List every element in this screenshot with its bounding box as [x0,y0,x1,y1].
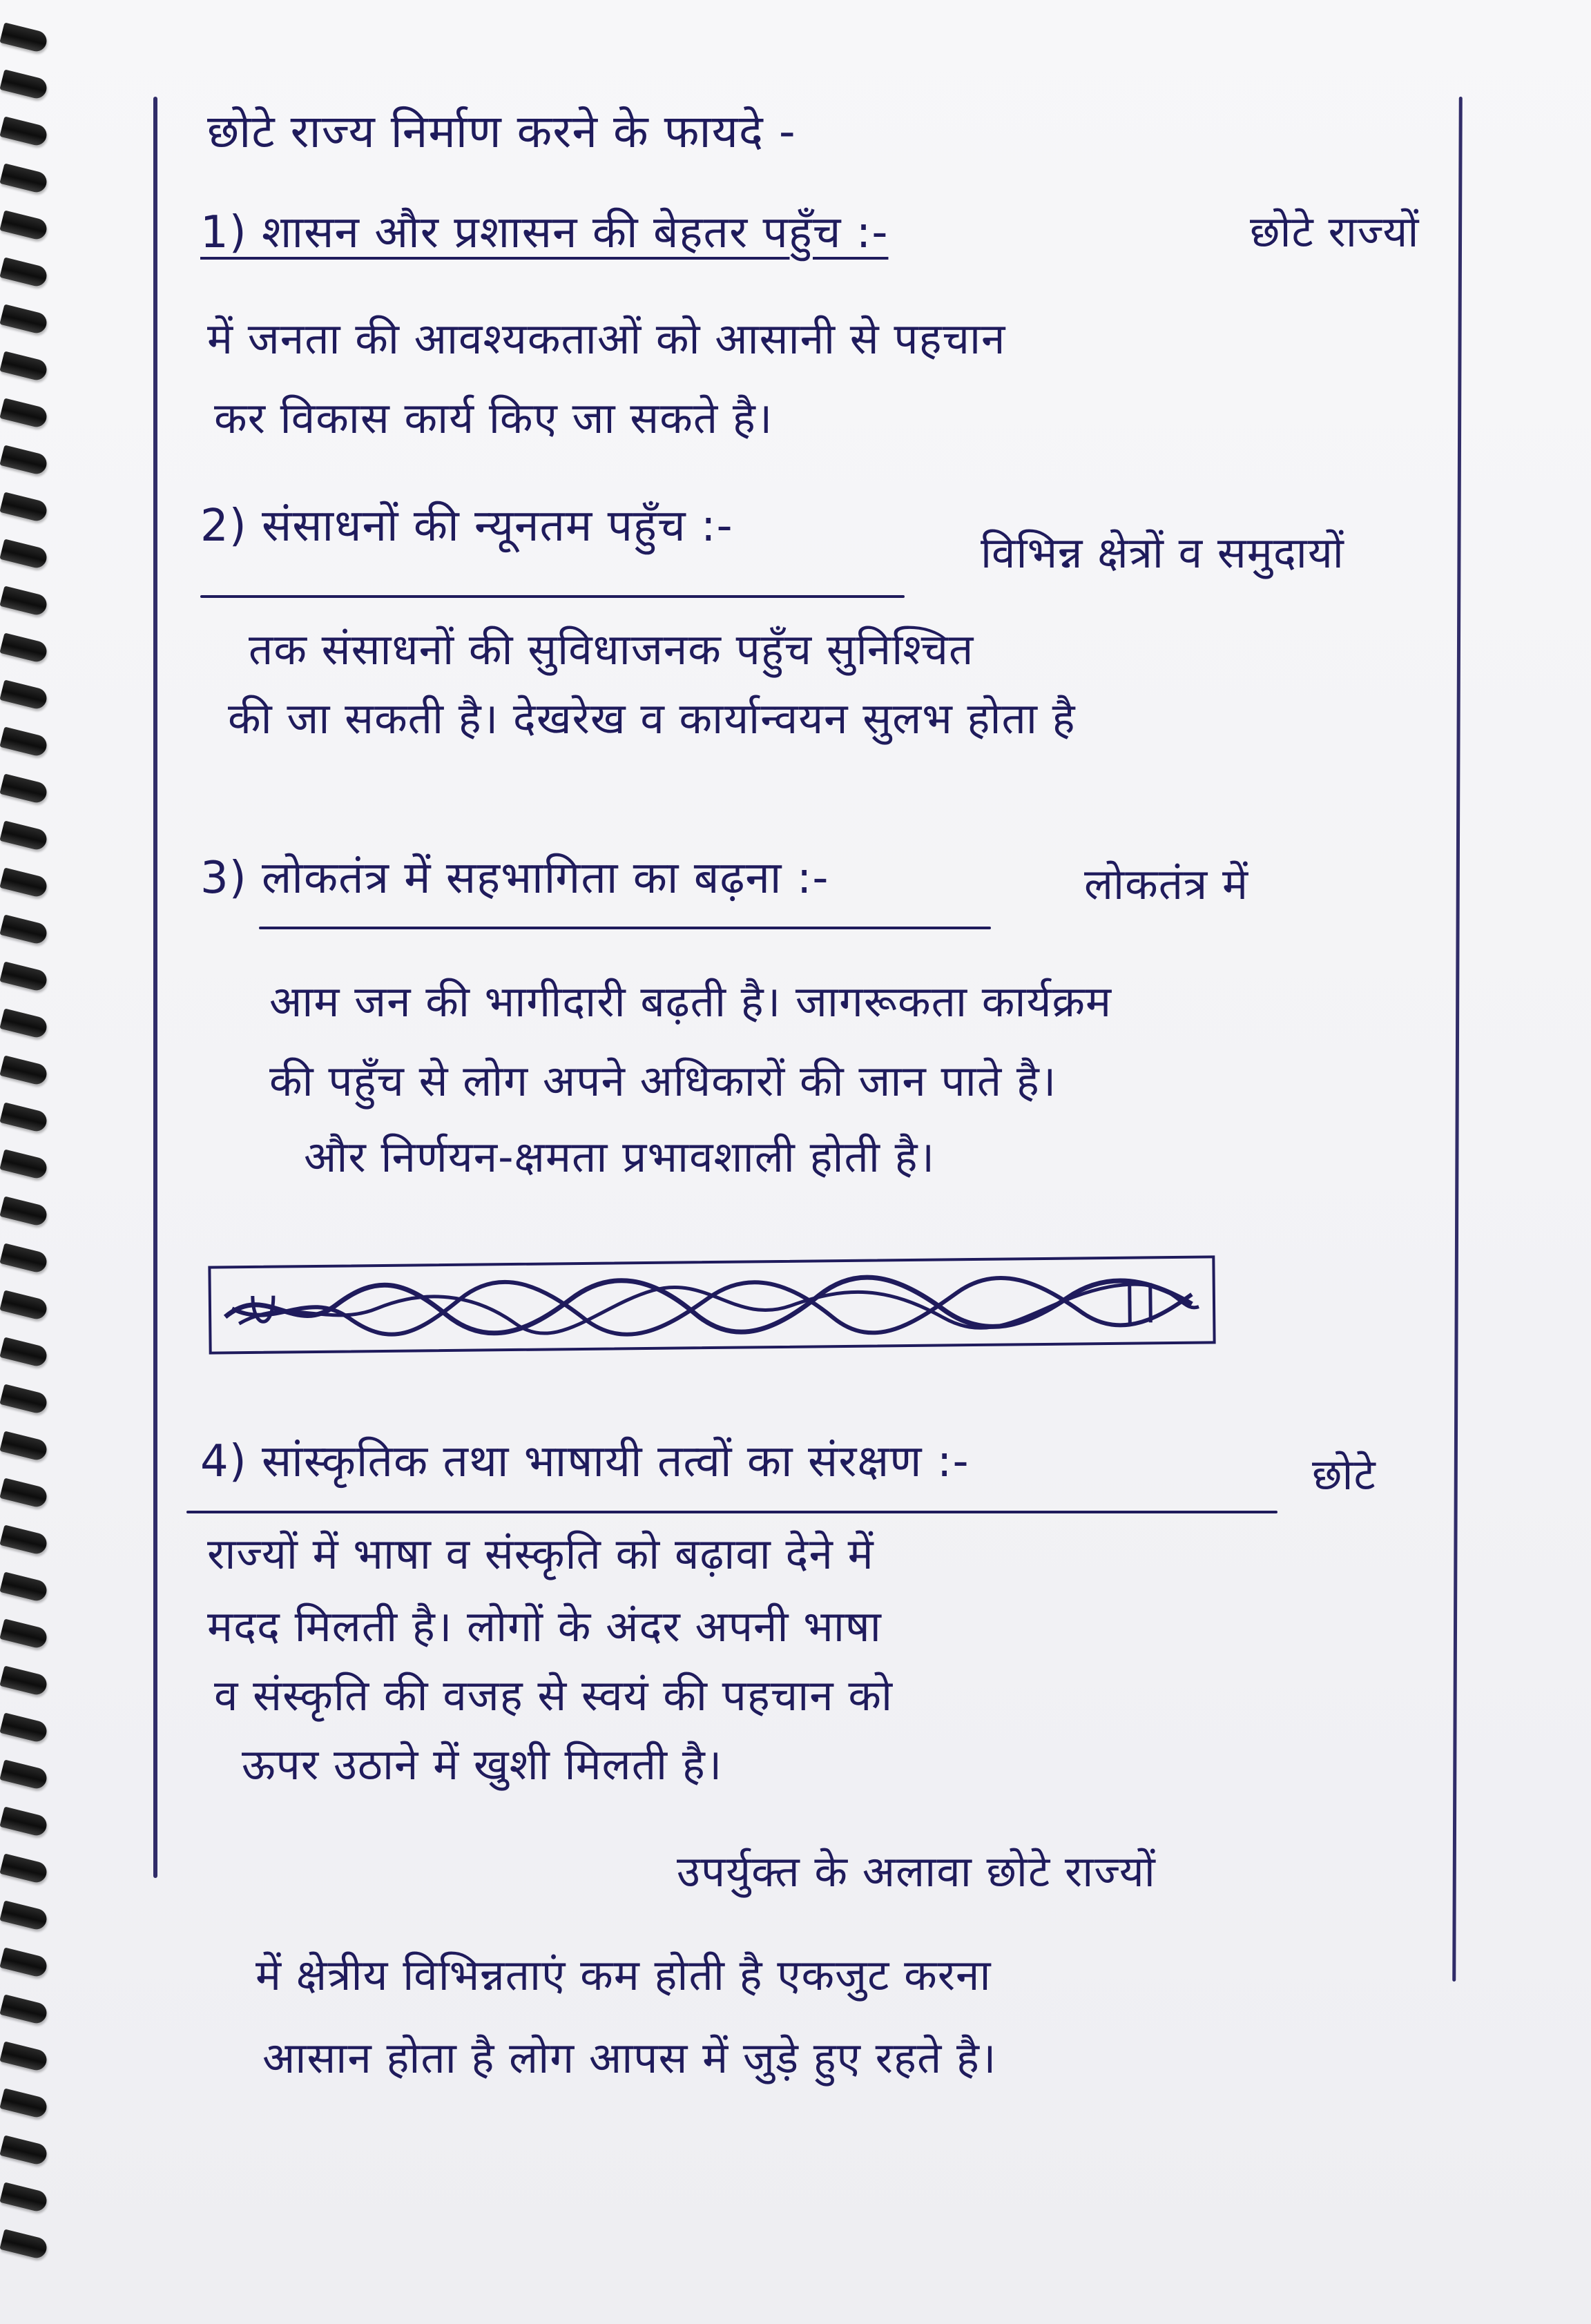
binding-ring [0,1712,49,1743]
binding-ring [0,1431,49,1462]
point-2-heading: 2) संसाधनों की न्यूनतम पहुँच :- [200,501,733,552]
binding-ring [0,867,49,898]
binding-ring [0,69,49,100]
binding-ring [0,1196,49,1227]
binding-ring [0,1243,49,1274]
binding-ring [0,1665,49,1696]
point-3-line-1: लोकतंत्र में [1084,859,1249,909]
point-3-heading: 3) लोकतंत्र में सहभागिता का बढ़ना :- [200,853,829,904]
binding-ring [0,1290,49,1321]
binding-ring [0,1478,49,1509]
binding-ring [0,1571,49,1602]
binding-ring [0,914,49,945]
binding-ring [0,210,49,241]
right-margin-line [1452,97,1463,1982]
binding-ring [0,398,49,429]
binding-ring [0,1384,49,1415]
point-2-line-2: तक संसाधनों की सुविधाजनक पहुँच सुनिश्चित [249,624,974,675]
conclusion-line-2: में क्षेत्रीय विभिन्नताएं कम होती है एकजुट करना [255,1950,992,2000]
binding-ring [0,1337,49,1368]
point-2-heading-underline [200,595,905,598]
point-1-line-1: छोटे राज्यों [1250,206,1420,257]
point-2-line-3: की जा सकती है। देखरेख व कार्यान्वयन सुलभ होता है [228,693,1076,744]
point-1-line-2: में जनता की आवश्यकताओं को आसानी से पहचान [207,313,1006,364]
binding-ring [0,539,49,570]
binding-ring [0,116,49,147]
binding-ring [0,585,49,617]
binding-ring [0,1947,49,1978]
binding-ring [0,679,49,710]
binding-ring [0,773,49,804]
scribble-strikethrough [211,1258,1213,1351]
point-1-line-3: कर विकास कार्य किए जा सकते है। [214,393,773,443]
binding-ring [0,2088,49,2119]
point-2-line-1: विभिन्न क्षेत्रों व समुदायों [981,527,1344,578]
binding-ring [0,304,49,335]
point-4-line-1: छोटे [1312,1449,1376,1500]
binding-ring [0,1149,49,1180]
binding-ring [0,632,49,664]
binding-ring [0,22,49,53]
crossed-out-text-box [208,1255,1215,1354]
binding-ring [0,1759,49,1790]
conclusion-line-3: आसान होता है लोग आपस में जुड़े हुए रहते है। [262,2033,997,2083]
point-4-line-2: राज्यों में भाषा व संस्कृति को बढ़ावा देने में [207,1529,874,1579]
point-4-heading: 4) सांस्कृतिक तथा भाषायी तत्वों का संरक्षण :- [200,1436,970,1487]
spiral-binding [0,28,62,2306]
conclusion-line-1: उपर्युक्त के अलावा छोटे राज्यों [677,1846,1156,1897]
binding-ring [0,1102,49,1133]
point-3-line-4: और निर्णयन-क्षमता प्रभावशाली होती है। [304,1132,936,1182]
point-3-heading-underline [259,927,991,929]
binding-ring [0,1853,49,1884]
binding-ring [0,961,49,992]
point-4-line-5: ऊपर उठाने में खुशी मिलती है। [242,1739,723,1790]
point-3-line-2: आम जन की भागीदारी बढ़ती है। जागरूकता कार्यक्रम [269,976,1112,1027]
binding-ring [0,351,49,382]
page-title: छोटे राज्य निर्माण करने के फायदे - [207,105,796,158]
point-3-line-3: की पहुँच से लोग अपने अधिकारों की जान पाते है। [269,1056,1057,1106]
point-4-line-3: मदद मिलती है। लोगों के अंदर अपनी भाषा [207,1601,882,1652]
binding-ring [0,1618,49,1649]
binding-ring [0,1008,49,1039]
left-margin-line [153,97,157,1878]
binding-ring [0,820,49,851]
binding-ring [0,2182,49,2213]
point-4-heading-underline [186,1511,1277,1513]
binding-ring [0,1994,49,2025]
point-4-line-4: व संस्कृति की वजह से स्वयं की पहचान को [214,1670,894,1721]
point-1-heading: 1) शासन और प्रशासन की बेहतर पहुँच :- [200,207,889,258]
binding-ring [0,492,49,523]
binding-ring [0,257,49,288]
binding-ring [0,445,49,476]
binding-ring [0,1900,49,1931]
binding-ring [0,1806,49,1837]
binding-ring [0,1055,49,1086]
binding-ring [0,1524,49,1556]
binding-ring [0,2135,49,2166]
binding-ring [0,2041,49,2072]
binding-ring [0,2229,49,2260]
binding-ring [0,726,49,757]
binding-ring [0,163,49,194]
